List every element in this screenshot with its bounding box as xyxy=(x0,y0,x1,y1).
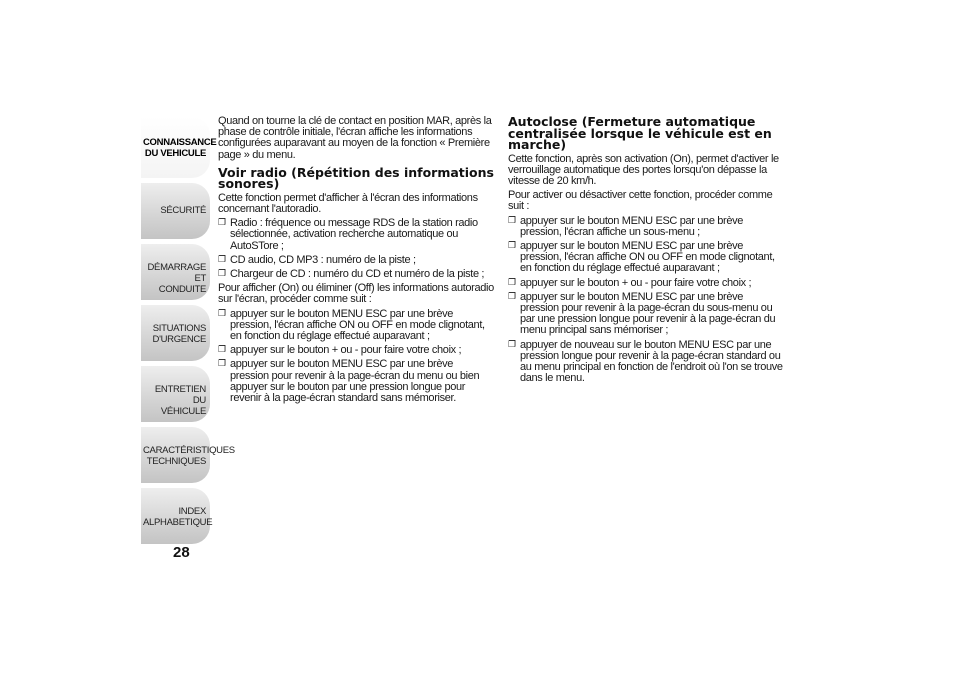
list-item-text: appuyer sur le bouton MENU ESC par une brève pression pour revenir à la page-écran du menu ou bien appuyer sur le bouton par une pression longue pour revenir à la page-écran standard sans mémoriser. xyxy=(230,358,480,405)
list-item xyxy=(218,269,494,280)
list-item-text: Radio : fréquence ou message RDS de la station radio sélectionnée, activation recherche automatique ou AutoSTore ; xyxy=(230,217,478,252)
paragraph: Cette fonction, après son activation (On), permet d'activer le verrouillage automatique des portes lorsqu'on dépasse la vitesse de 20 km/h. xyxy=(508,152,779,187)
checkbox-bullet-icon: ❐ xyxy=(218,269,226,280)
tab-caracteristiques-techniques[interactable]: CARACTÉRISTIQUES TECHNIQUES xyxy=(141,427,210,483)
checkbox-bullet-icon: ❐ xyxy=(218,345,226,356)
section-heading-autoclose: Autoclose (Fermeture automatique centralisée lorsque le véhicule est en marche) xyxy=(508,114,772,152)
paragraph: Pour activer ou désactiver cette fonction, procéder comme suit : xyxy=(508,189,773,213)
list-item xyxy=(218,309,494,343)
intro-paragraph: Quand on tourne la clé de contact en position MAR, après la phase de contrôle initiale, l'écran affiche les informations configurées auparavant au moyen de la fonction « Première page » du menu. xyxy=(218,115,492,161)
tab-securite[interactable]: SÉCURITÉ xyxy=(141,183,210,239)
list-item-text: appuyer sur le bouton MENU ESC par une brève pression, l'écran affiche ON ou OFF en mode clignotant, en fonction du réglage effectué auparavant ; xyxy=(230,307,485,343)
chapter-tabs xyxy=(141,117,235,544)
list-item xyxy=(218,255,494,266)
list-item xyxy=(508,216,784,238)
tab-demarrage-et-conduite[interactable]: DÉMARRAGE ET CONDUITE xyxy=(141,244,210,300)
paragraph: Cette fonction permet d'afficher à l'écran des informations concernant l'autoradio. xyxy=(218,191,478,216)
checkbox-bullet-icon: ❐ xyxy=(508,277,516,288)
tab-connaissance-du-vehicule[interactable]: CONNAISSANCE DU VEHICULE xyxy=(141,117,210,178)
checkbox-bullet-icon: ❐ xyxy=(508,240,516,251)
list-item xyxy=(218,359,494,404)
right-column xyxy=(508,116,784,387)
list-item-text: appuyer de nouveau sur le bouton MENU ESC par une pression longue pour revenir à la page-écran standard ou au menu principal en fonction de l'endroit où l'on se trouve dans le menu. xyxy=(520,338,783,385)
section-heading-voir-radio: Voir radio (Répétition des informations sonores) xyxy=(218,164,494,192)
list-item-text: appuyer sur le bouton + ou - pour faire votre choix ; xyxy=(520,276,752,289)
checkbox-bullet-icon: ❐ xyxy=(508,339,516,350)
list-item xyxy=(508,278,784,289)
paragraph: Pour afficher (On) ou éliminer (Off) les informations autoradio sur l'écran, procéder comme suit : xyxy=(218,282,494,306)
page-number: 28 xyxy=(173,544,190,561)
tab-index-alphabetique[interactable]: INDEX ALPHABETIQUE xyxy=(141,488,210,544)
list-item-text: appuyer sur le bouton MENU ESC par une brève pression, l'écran affiche ON ou OFF en mode clignotant, en fonction du réglage effectué auparavant ; xyxy=(520,239,775,275)
list-item xyxy=(508,340,784,385)
info-list xyxy=(218,218,494,280)
list-item-text: appuyer sur le bouton + ou - pour faire votre choix ; xyxy=(230,344,462,357)
list-item xyxy=(218,218,494,252)
checkbox-bullet-icon: ❐ xyxy=(218,254,226,265)
list-item-text: CD audio, CD MP3 : numéro de la piste ; xyxy=(230,253,416,266)
list-item xyxy=(508,241,784,275)
list-item-text: appuyer sur le bouton MENU ESC par une brève pression, l'écran affiche un sous-menu ; xyxy=(520,214,744,238)
list-item-text: Chargeur de CD : numéro du CD et numéro de la piste ; xyxy=(230,268,485,281)
checkbox-bullet-icon: ❐ xyxy=(218,359,226,370)
steps-list xyxy=(508,216,784,385)
tab-situations-d-urgence[interactable]: SITUATIONS D'URGENCE xyxy=(141,305,210,361)
left-column xyxy=(218,116,494,407)
tab-entretien-du-vehicule[interactable]: ENTRETIEN DU VÉHICULE xyxy=(141,366,210,422)
list-item xyxy=(218,345,494,356)
checkbox-bullet-icon: ❐ xyxy=(218,308,226,319)
list-item xyxy=(508,292,784,337)
checkbox-bullet-icon: ❐ xyxy=(508,215,516,226)
list-item-text: appuyer sur le bouton MENU ESC par une brève pression pour revenir à la page-écran du sous-menu ou par une pression longue pour revenir à la page-écran du menu principal sans mémoriser ; xyxy=(520,290,776,337)
checkbox-bullet-icon: ❐ xyxy=(218,218,226,229)
checkbox-bullet-icon: ❐ xyxy=(508,291,516,302)
steps-list xyxy=(218,309,494,405)
